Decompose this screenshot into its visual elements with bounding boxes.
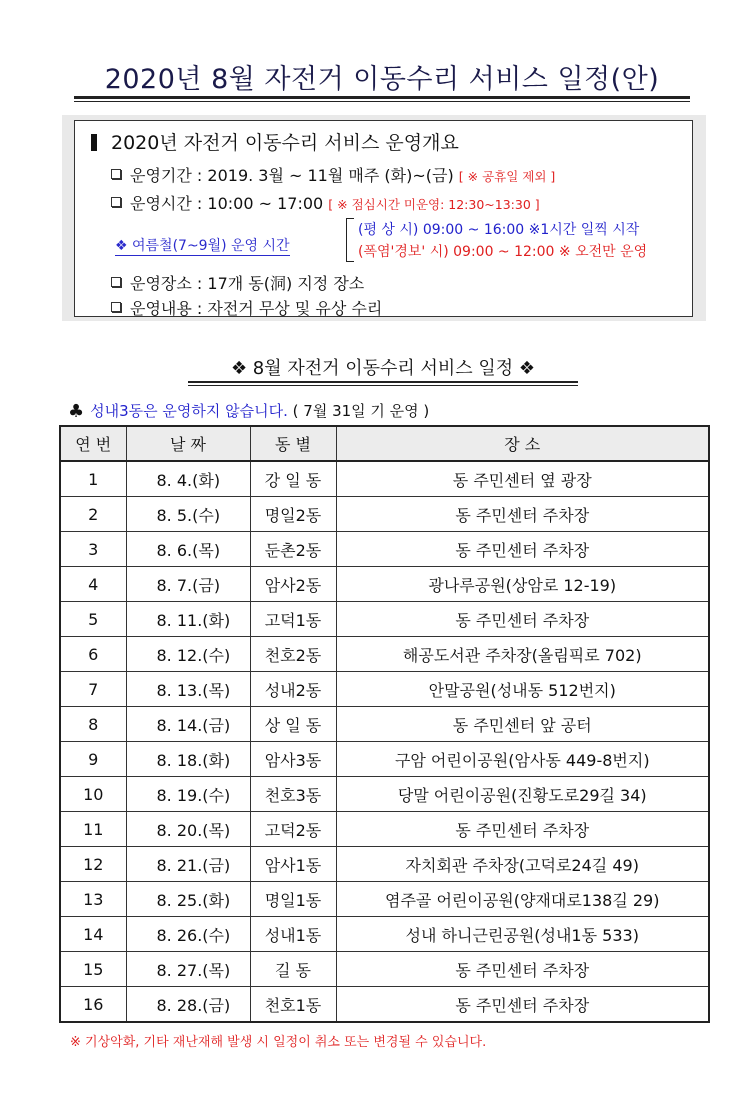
- cell-number: 6: [60, 637, 126, 672]
- overview-box: [74, 120, 693, 317]
- table-row: [60, 952, 709, 987]
- table-row: [60, 637, 709, 672]
- cell-location: 안말공원(성내동 512번지): [336, 672, 709, 707]
- cell-number: 11: [60, 812, 126, 847]
- period-label: 운영기간: [130, 166, 192, 185]
- exclusion-note-main: 성내3동은 운영하지 않습니다.: [90, 402, 288, 420]
- cell-location: 구암 어린이공원(암사동 449-8번지): [336, 742, 709, 777]
- cell-number: 3: [60, 532, 126, 567]
- cell-date: 8. 19.(수): [126, 777, 250, 812]
- hours-note: [ ※ 점심시간 미운영: 12:30~13:30 ]: [328, 197, 540, 212]
- cell-number: 4: [60, 567, 126, 602]
- overview-heading: 2020년 자전거 이동수리 서비스 운영개요: [91, 128, 459, 155]
- exclusion-note: [68, 400, 429, 422]
- cell-location: 동 주민센터 주차장: [336, 497, 709, 532]
- header-date: 날 짜: [126, 426, 250, 461]
- table-row: [60, 672, 709, 707]
- table-row: [60, 707, 709, 742]
- summer-normal: (평 상 시) 09:00 ~ 16:00 ※1시간 일찍 시작: [358, 222, 640, 238]
- cell-location: 동 주민센터 옆 광장: [336, 461, 709, 497]
- disclaimer-note: ※ 기상악화, 기타 재난재해 발생 시 일정이 취소 또는 변경될 수 있습니다.: [70, 1035, 487, 1050]
- table-row: [60, 567, 709, 602]
- cell-date: 8. 18.(화): [126, 742, 250, 777]
- summer-heat: (폭염'경보' 시) 09:00 ~ 12:00 ※ 오전만 운영: [358, 244, 648, 260]
- cell-district: 명일1동: [250, 882, 336, 917]
- place-value: : 17개 동(洞) 지정 장소: [196, 274, 365, 293]
- cell-date: 8. 5.(수): [126, 497, 250, 532]
- cell-district: 강 일 동: [250, 461, 336, 497]
- cell-location: 해공도서관 주차장(올림픽로 702): [336, 637, 709, 672]
- cell-location: 동 주민센터 앞 공터: [336, 707, 709, 742]
- heading-bar-icon: [91, 134, 97, 151]
- table-row: [60, 742, 709, 777]
- cell-district: 명일2동: [250, 497, 336, 532]
- header-number: 연 번: [60, 426, 126, 461]
- content-row: [111, 296, 382, 319]
- period-row: [111, 163, 555, 186]
- hours-value: : 10:00 ~ 17:00: [196, 194, 324, 213]
- cell-date: 8. 25.(화): [126, 882, 250, 917]
- content-value: : 자전거 무상 및 유상 수리: [196, 299, 383, 318]
- table-row: [60, 497, 709, 532]
- cell-number: 8: [60, 707, 126, 742]
- section-underline-thin: [188, 385, 578, 386]
- content-label: 운영내용: [130, 299, 192, 318]
- overview-panel: [62, 115, 706, 321]
- cell-date: 8. 4.(화): [126, 461, 250, 497]
- cell-number: 12: [60, 847, 126, 882]
- checkbox-bullet-icon: [111, 302, 121, 312]
- checkbox-bullet-icon: [111, 169, 121, 179]
- cell-location: 동 주민센터 주차장: [336, 602, 709, 637]
- page-title: 2020년 8월 자전거 이동수리 서비스 일정(안): [104, 64, 660, 95]
- table-row: [60, 602, 709, 637]
- cell-date: 8. 27.(목): [126, 952, 250, 987]
- section-underline: [188, 381, 578, 383]
- exclusion-note-sub: ( 7월 31일 기 운영 ): [292, 402, 430, 420]
- cell-district: 둔촌2동: [250, 532, 336, 567]
- table-row: [60, 882, 709, 917]
- cell-date: 8. 7.(금): [126, 567, 250, 602]
- checkbox-bullet-icon: [111, 277, 121, 287]
- cell-date: 8. 14.(금): [126, 707, 250, 742]
- club-icon: ♣: [68, 401, 85, 422]
- cell-district: 천호3동: [250, 777, 336, 812]
- cell-district: 암사3동: [250, 742, 336, 777]
- cell-number: 9: [60, 742, 126, 777]
- cell-date: 8. 12.(수): [126, 637, 250, 672]
- schedule-table: [59, 425, 710, 1023]
- cell-number: 14: [60, 917, 126, 952]
- cell-number: 10: [60, 777, 126, 812]
- cell-date: 8. 28.(금): [126, 987, 250, 1023]
- table-row: [60, 812, 709, 847]
- title-underline: [74, 96, 690, 99]
- hours-label: 운영시간: [130, 194, 192, 213]
- cell-number: 15: [60, 952, 126, 987]
- cell-number: 1: [60, 461, 126, 497]
- period-note: [ ※ 공휴일 제외 ]: [458, 169, 556, 184]
- place-row: [111, 271, 364, 294]
- cell-location: 동 주민센터 주차장: [336, 812, 709, 847]
- cell-district: 고덕1동: [250, 602, 336, 637]
- summer-bracket: [346, 218, 354, 262]
- summer-label: ❖ 여름철(7~9월) 운영 시간: [115, 235, 290, 256]
- cell-number: 16: [60, 987, 126, 1023]
- table-header-row: [60, 426, 709, 461]
- table-row: [60, 777, 709, 812]
- cell-location: 동 주민센터 주차장: [336, 952, 709, 987]
- section-title: ❖ 8월 자전거 이동수리 서비스 일정 ❖: [230, 358, 536, 379]
- table-row: [60, 917, 709, 952]
- cell-location: 광나루공원(상암로 12-19): [336, 567, 709, 602]
- checkbox-bullet-icon: [111, 197, 121, 207]
- table-row: [60, 987, 709, 1023]
- cell-district: 성내1동: [250, 917, 336, 952]
- cell-date: 8. 26.(수): [126, 917, 250, 952]
- cell-district: 고덕2동: [250, 812, 336, 847]
- hours-row: [111, 191, 540, 214]
- cell-number: 5: [60, 602, 126, 637]
- cell-date: 8. 6.(목): [126, 532, 250, 567]
- cell-district: 천호1동: [250, 987, 336, 1023]
- header-location: 장 소: [336, 426, 709, 461]
- cell-district: 천호2동: [250, 637, 336, 672]
- cell-district: 상 일 동: [250, 707, 336, 742]
- cell-location: 동 주민센터 주차장: [336, 987, 709, 1023]
- table-row: [60, 847, 709, 882]
- cell-district: 암사2동: [250, 567, 336, 602]
- cell-location: 동 주민센터 주차장: [336, 532, 709, 567]
- cell-date: 8. 20.(목): [126, 812, 250, 847]
- cell-location: 성내 하니근린공원(성내1동 533): [336, 917, 709, 952]
- cell-number: 13: [60, 882, 126, 917]
- title-underline-thin: [74, 101, 690, 102]
- cell-number: 2: [60, 497, 126, 532]
- cell-date: 8. 11.(화): [126, 602, 250, 637]
- cell-location: 당말 어린이공원(진황도로29길 34): [336, 777, 709, 812]
- cell-location: 자치회관 주차장(고덕로24길 49): [336, 847, 709, 882]
- cell-date: 8. 13.(목): [126, 672, 250, 707]
- table-row: [60, 461, 709, 497]
- cell-number: 7: [60, 672, 126, 707]
- cell-location: 염주골 어린이공원(양재대로138길 29): [336, 882, 709, 917]
- cell-district: 성내2동: [250, 672, 336, 707]
- cell-district: 길 동: [250, 952, 336, 987]
- period-value: : 2019. 3월 ~ 11월 매주 (화)~(금): [196, 166, 454, 185]
- header-district: 동 별: [250, 426, 336, 461]
- cell-date: 8. 21.(금): [126, 847, 250, 882]
- table-row: [60, 532, 709, 567]
- place-label: 운영장소: [130, 274, 192, 293]
- cell-district: 암사1동: [250, 847, 336, 882]
